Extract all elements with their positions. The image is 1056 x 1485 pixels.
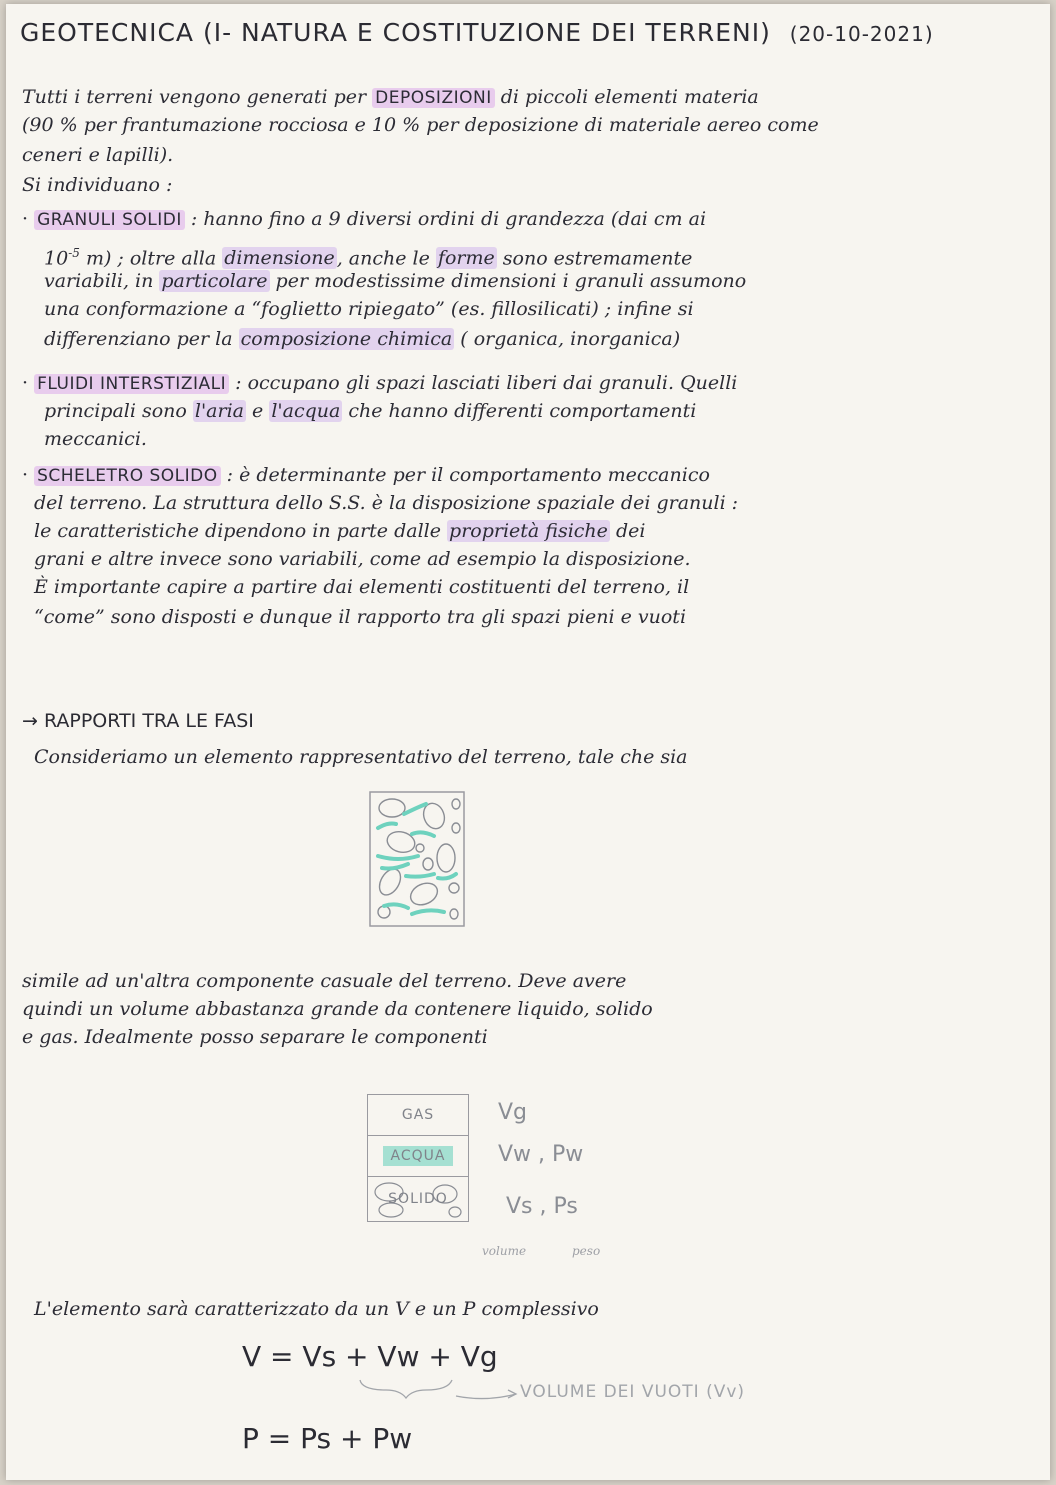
scheletro-text: le caratteristiche dipendono in parte dalle	[34, 520, 441, 542]
formula-volume: V = Vs + Vw + Vg	[242, 1340, 498, 1373]
scheletro-line-5: È importante capire a partire dai elementi costituenti del terreno, il	[34, 576, 690, 598]
scheletro-line-4: grani e altre invece sono variabili, come ad esempio la disposizione.	[34, 548, 691, 570]
scheletro-line-1: · SCHELETRO SOLIDO : è determinante per il comportamento meccanico	[22, 464, 710, 486]
intro-text: Tutti i terreni vengono generati per	[22, 86, 367, 108]
granuli-text: : hanno fino a 9 diversi ordini di grandezza (dai cm ai	[190, 208, 707, 230]
granuli-line-1: · GRANULI SOLIDI : hanno fino a 9 diversi ordini di grandezza (dai cm ai	[22, 208, 707, 230]
symbol-vg: Vg	[498, 1100, 528, 1125]
granuli-text: per modestissime dimensioni i granuli assumono	[275, 270, 747, 292]
scheletro-text: : è determinante per il comportamento meccanico	[226, 464, 710, 486]
intro-line-1	[22, 84, 1032, 111]
granuli-text: ( organica, inorganica)	[460, 328, 681, 350]
note-volume: volume	[482, 1244, 527, 1258]
intro-line-2: (90 % per frantumazione rocciosa e 10 % per deposizione di materiale aereo come	[22, 114, 819, 136]
exp-sup: -5	[68, 246, 80, 260]
fluidi-line-2	[44, 398, 1050, 424]
granuli-line-5	[44, 326, 1050, 352]
scheletro-text: dei	[615, 520, 646, 542]
phase-water	[368, 1136, 468, 1177]
fluidi-text: e	[252, 400, 264, 422]
scheletro-line-2: del terreno. La struttura dello S.S. è la disposizione spaziale dei granuli :	[34, 492, 739, 514]
highlight-proprieta-fisiche: proprietà fisiche	[449, 520, 608, 542]
symbol-vs-ps: Vs , Ps	[506, 1194, 578, 1219]
granuli-text: differenziano per la	[44, 328, 233, 350]
granuli-line-2	[44, 240, 1050, 271]
granuli-text: m) ; oltre alla	[85, 247, 217, 270]
phase-water-label: ACQUA	[383, 1146, 454, 1166]
highlight-dimensione: dimensione	[224, 247, 335, 270]
highlight-acqua: l'acqua	[271, 400, 341, 422]
scheletro-line-6: “come” sono disposti e dunque il rapporto tra gli spazi pieni e vuoti	[34, 606, 687, 628]
notebook-page	[6, 4, 1050, 1480]
highlight-deposizioni: DEPOSIZIONI	[372, 88, 495, 108]
label-granuli-solidi: GRANULI SOLIDI	[34, 210, 185, 230]
fluidi-text: che hanno differenti comportamenti	[348, 400, 697, 422]
brace-arrow	[356, 1376, 526, 1406]
section-heading-rapporti: → RAPPORTI TRA LE FASI	[22, 710, 254, 732]
label-scheletro-solido: SCHELETRO SOLIDO	[34, 466, 221, 486]
highlight-composizione-chimica: composizione chimica	[240, 328, 453, 350]
label-fluidi-interstiziali: FLUIDI INTERSTIZIALI	[34, 374, 229, 394]
intro-line-3: ceneri e lapilli).	[22, 144, 174, 166]
title-text: GEOTECNICA (I- NATURA E COSTITUZIONE DEI TERRENI)	[20, 18, 771, 47]
highlight-forme: forme	[437, 247, 495, 270]
phase-solid-label: SOLIDO	[388, 1191, 448, 1207]
formula-peso: P = Ps + Pw	[242, 1422, 413, 1455]
highlight-aria: l'aria	[194, 400, 244, 422]
section2-para-3: e gas. Idealmente posso separare le componenti	[22, 1026, 488, 1048]
voids-note: VOLUME DEI VUOTI (Vv)	[520, 1382, 746, 1402]
conclusion-line: L'elemento sarà caratterizzato da un V e un P complessivo	[34, 1298, 599, 1320]
soil-element-diagram	[368, 790, 468, 930]
highlight-particolare: particolare	[161, 270, 268, 292]
phase-diagram	[367, 1094, 469, 1222]
fluidi-line-1: · FLUIDI INTERSTIZIALI : occupano gli spazi lasciati liberi dai granuli. Quelli	[22, 372, 738, 394]
section2-para-1: simile ad un'altra componente casuale del terreno. Deve avere	[22, 970, 627, 992]
granuli-text: , anche le	[336, 247, 430, 270]
granuli-text: sono estremamente	[502, 247, 693, 270]
intro-line-4: Si individuano :	[22, 174, 173, 196]
title-date: (20-10-2021)	[789, 22, 934, 46]
note-peso: peso	[572, 1244, 601, 1258]
fluidi-line-3: meccanici.	[44, 428, 147, 450]
scheletro-line-3	[34, 518, 1044, 544]
section2-line-1: Consideriamo un elemento rappresentativo del terreno, tale che sia	[34, 746, 688, 768]
phase-gas	[368, 1095, 468, 1136]
phase-gas-label: GAS	[401, 1107, 435, 1123]
symbol-vw-pw: Vw , Pw	[498, 1142, 584, 1167]
granuli-text: variabili, in	[44, 270, 154, 292]
phase-solid	[368, 1177, 468, 1221]
exp-base: 10	[44, 247, 69, 270]
granuli-line-4: una conformazione a “foglietto ripiegato” (es. fillosilicati) ; infine si	[44, 298, 694, 320]
intro-text: di piccoli elementi materia	[500, 86, 759, 108]
fluidi-text: : occupano gli spazi lasciati liberi dai granuli. Quelli	[235, 372, 738, 394]
page-title	[20, 18, 1040, 47]
granuli-line-3	[44, 268, 1050, 294]
section2-para-2: quindi un volume abbastanza grande da contenere liquido, solido	[22, 998, 653, 1020]
fluidi-text: principali sono	[44, 400, 187, 422]
